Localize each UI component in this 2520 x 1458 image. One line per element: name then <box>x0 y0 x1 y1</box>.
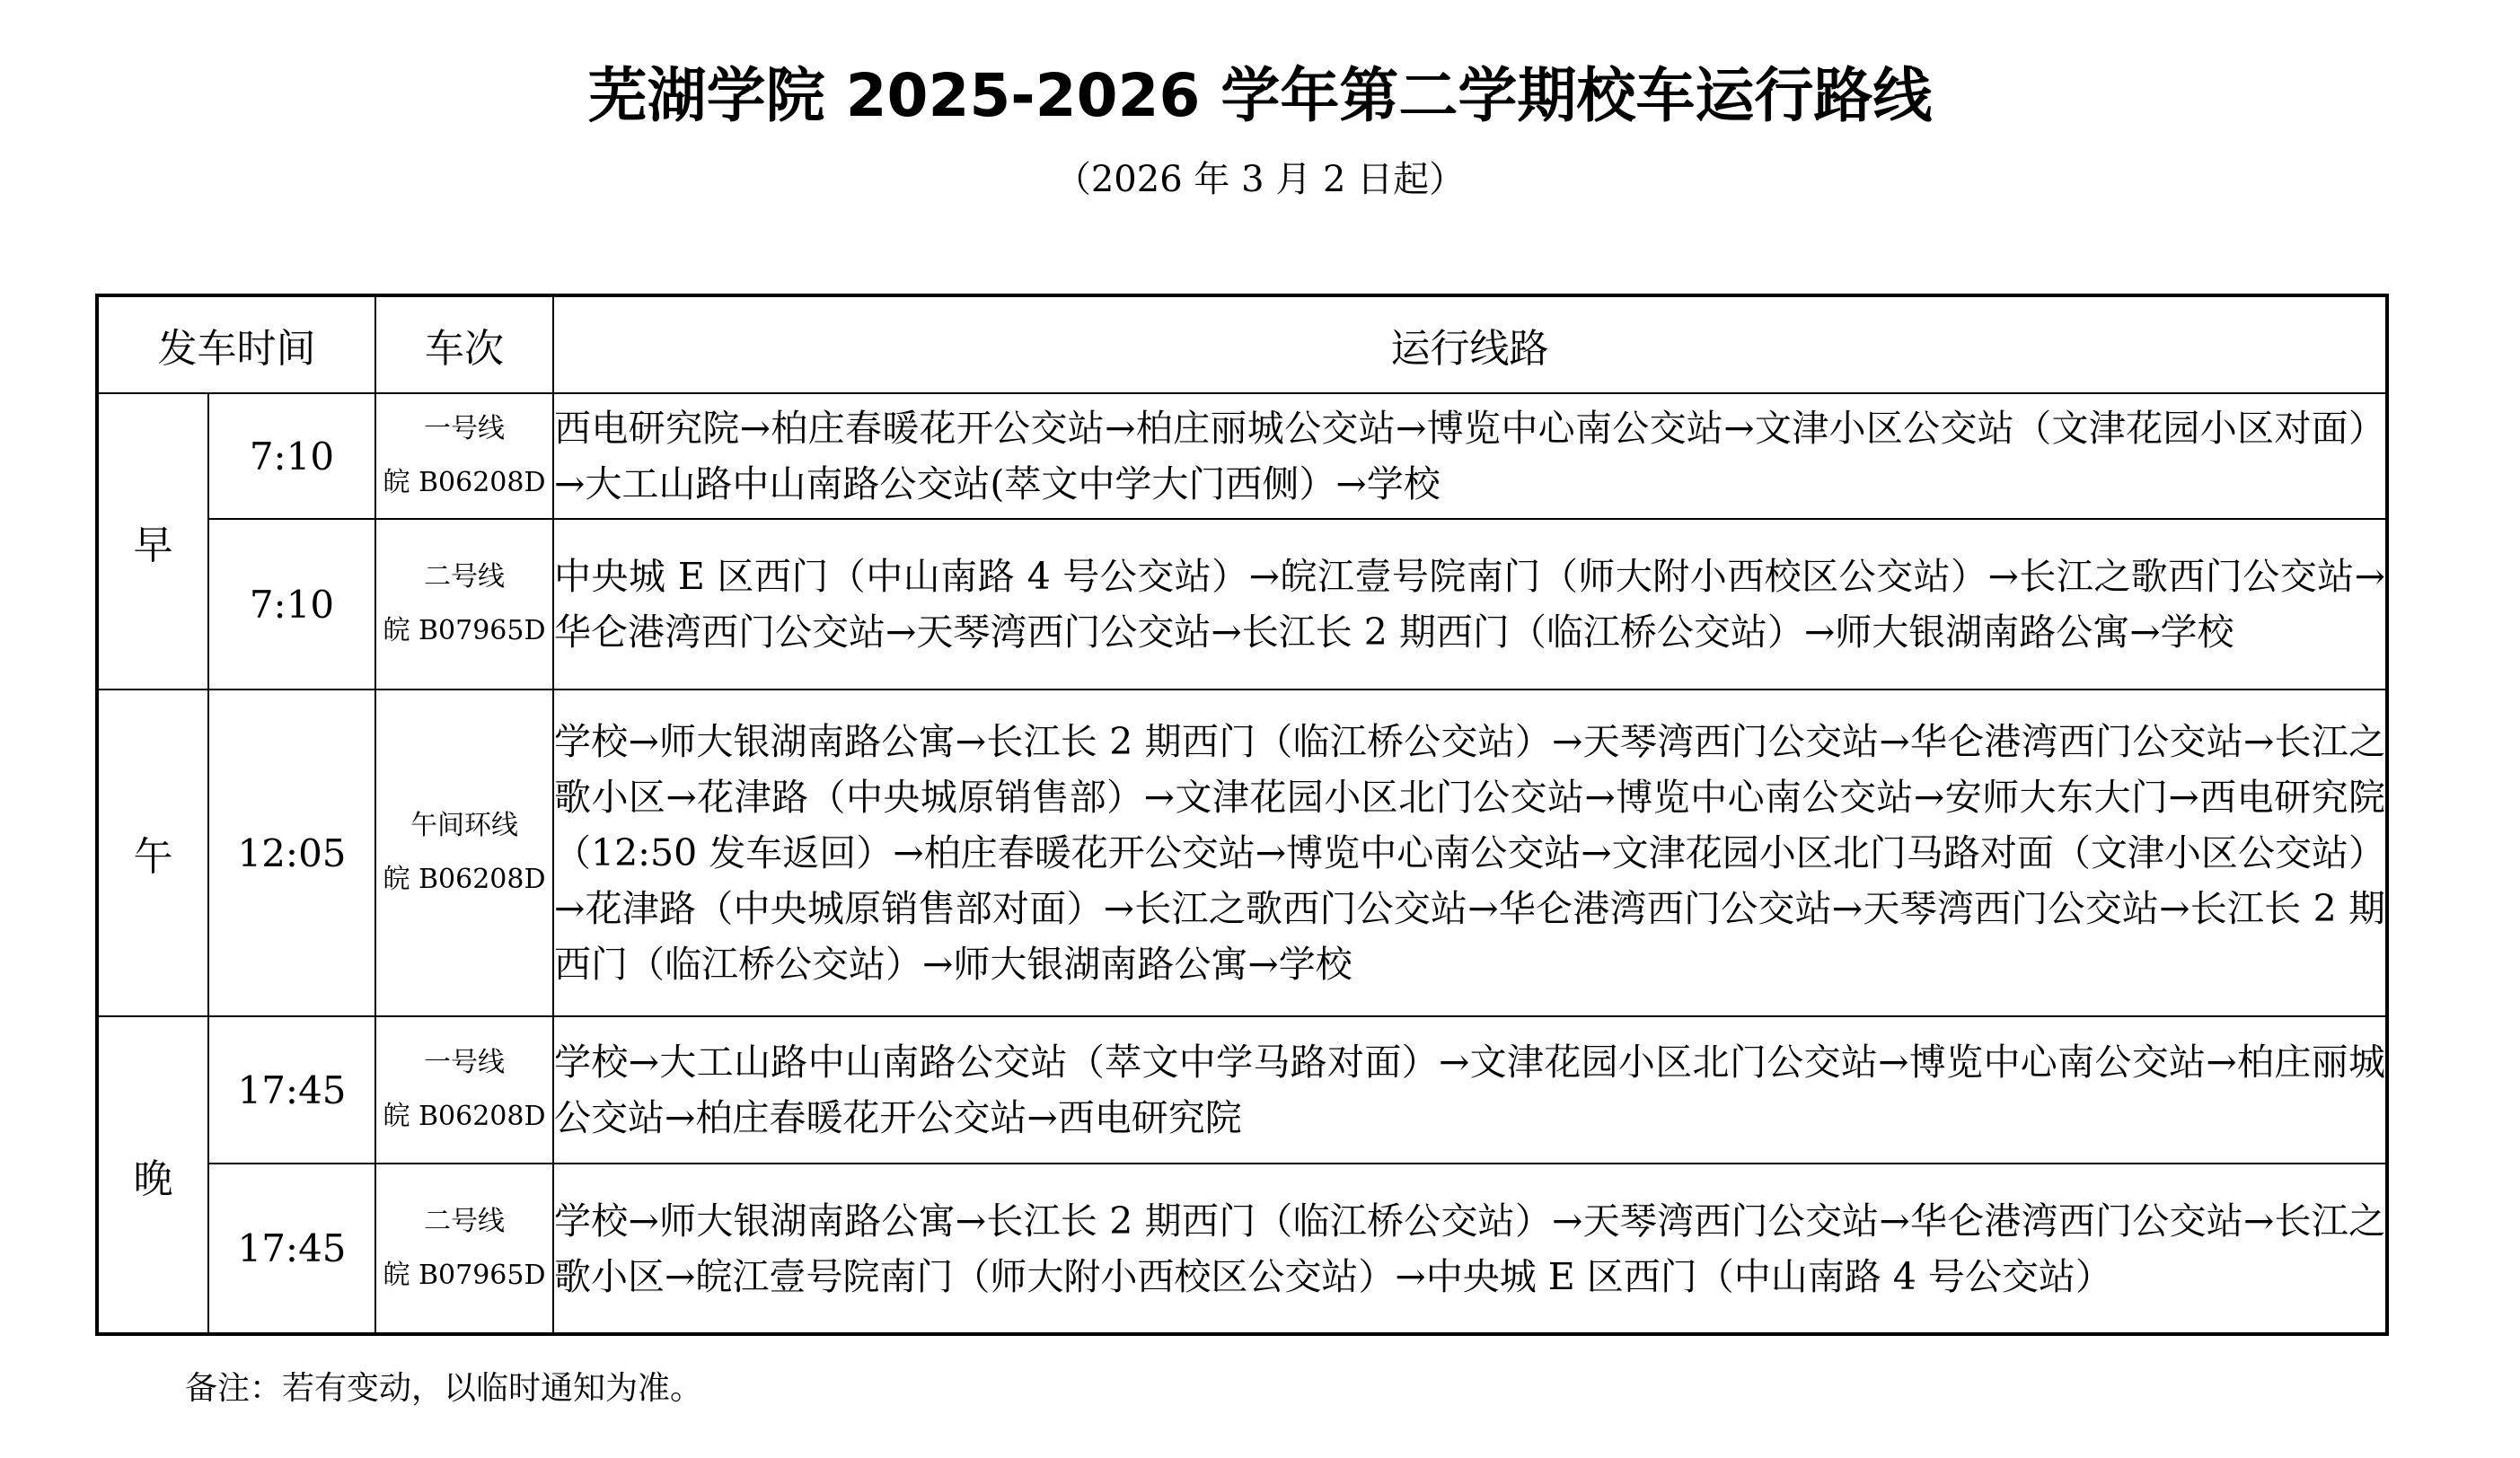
page-title: 芜湖学院 2025-2026 学年第二学期校车运行路线 <box>587 61 1933 130</box>
table-row <box>97 1016 2387 1164</box>
table-row <box>97 393 2387 519</box>
route-text: 学校→师大银湖南路公寓→长江长 2 期西门（临江桥公交站）→天琴湾西门公交站→华仑港湾西门公交站→长江之歌小区→花津路（中央城原销售部）→文津花园小区北门公交站→博览中心南公交站→安师大东大门→西电研究院（12:50 发车返回）→柏庄春暖花开公交站→博览中心南公交站→文津花园小区北门马路对面（文津小区公交站）→花津路（中央城原销售部对面）→长江之歌西门公交站→华仑港湾西门公交站→天琴湾西门公交站→长江长 2 期西门（临江桥公交站）→师大银湖南路公寓→学校 <box>553 689 2387 1016</box>
route-text: 西电研究院→柏庄春暖花开公交站→柏庄丽城公交站→博览中心南公交站→文津小区公交站（文津花园小区对面）→大工山路中山南路公交站(萃文中学大门西侧）→学校 <box>553 393 2387 519</box>
departure-time: 7:10 <box>208 519 375 689</box>
line-name: 一号线 <box>424 413 505 444</box>
table-row <box>97 1164 2387 1334</box>
route-text: 中央城 E 区西门（中山南路 4 号公交站）→皖江壹号院南门（师大附小西校区公交站）→长江之歌西门公交站→华仑港湾西门公交站→天琴湾西门公交站→长江长 2 期西门（临江桥公交站）→师大银湖南路公寓→学校 <box>553 519 2387 689</box>
departure-time: 12:05 <box>208 689 375 1016</box>
plate-number: 皖 B07965D <box>383 615 546 646</box>
plate-number: 皖 B07965D <box>383 1259 546 1291</box>
line-name: 二号线 <box>424 561 505 593</box>
trip-cell <box>375 393 553 519</box>
trip-cell <box>375 519 553 689</box>
header-departure-time: 发车时间 <box>97 295 375 393</box>
departure-time: 17:45 <box>208 1016 375 1164</box>
period-noon: 午 <box>97 689 208 1016</box>
line-name: 一号线 <box>424 1047 505 1078</box>
plate-number: 皖 B06208D <box>383 467 546 498</box>
period-morning: 早 <box>97 393 208 689</box>
bus-schedule-table <box>95 294 2389 1336</box>
table-row <box>97 519 2387 689</box>
header-trip: 车次 <box>375 295 553 393</box>
table-row <box>97 689 2387 1016</box>
plate-number: 皖 B06208D <box>383 864 546 895</box>
effective-date: （2026 年 3 月 2 日起） <box>1054 159 1466 200</box>
plate-number: 皖 B06208D <box>383 1101 546 1132</box>
departure-time: 17:45 <box>208 1164 375 1334</box>
trip-cell <box>375 1164 553 1334</box>
route-text: 学校→师大银湖南路公寓→长江长 2 期西门（临江桥公交站）→天琴湾西门公交站→华仑港湾西门公交站→长江之歌小区→皖江壹号院南门（师大附小西校区公交站）→中央城 E 区西门（中山南路 4 号公交站） <box>553 1164 2387 1334</box>
trip-cell <box>375 689 553 1016</box>
line-name: 午间环线 <box>410 810 518 841</box>
table-header-row <box>97 295 2387 393</box>
header-route: 运行线路 <box>553 295 2387 393</box>
line-name: 二号线 <box>424 1205 505 1237</box>
trip-cell <box>375 1016 553 1164</box>
route-text: 学校→大工山路中山南路公交站（萃文中学马路对面）→文津花园小区北门公交站→博览中心南公交站→柏庄丽城公交站→柏庄春暖花开公交站→西电研究院 <box>553 1016 2387 1164</box>
departure-time: 7:10 <box>208 393 375 519</box>
period-evening: 晚 <box>97 1016 208 1334</box>
footnote: 备注：若有变动，以临时通知为准。 <box>185 1370 703 1407</box>
